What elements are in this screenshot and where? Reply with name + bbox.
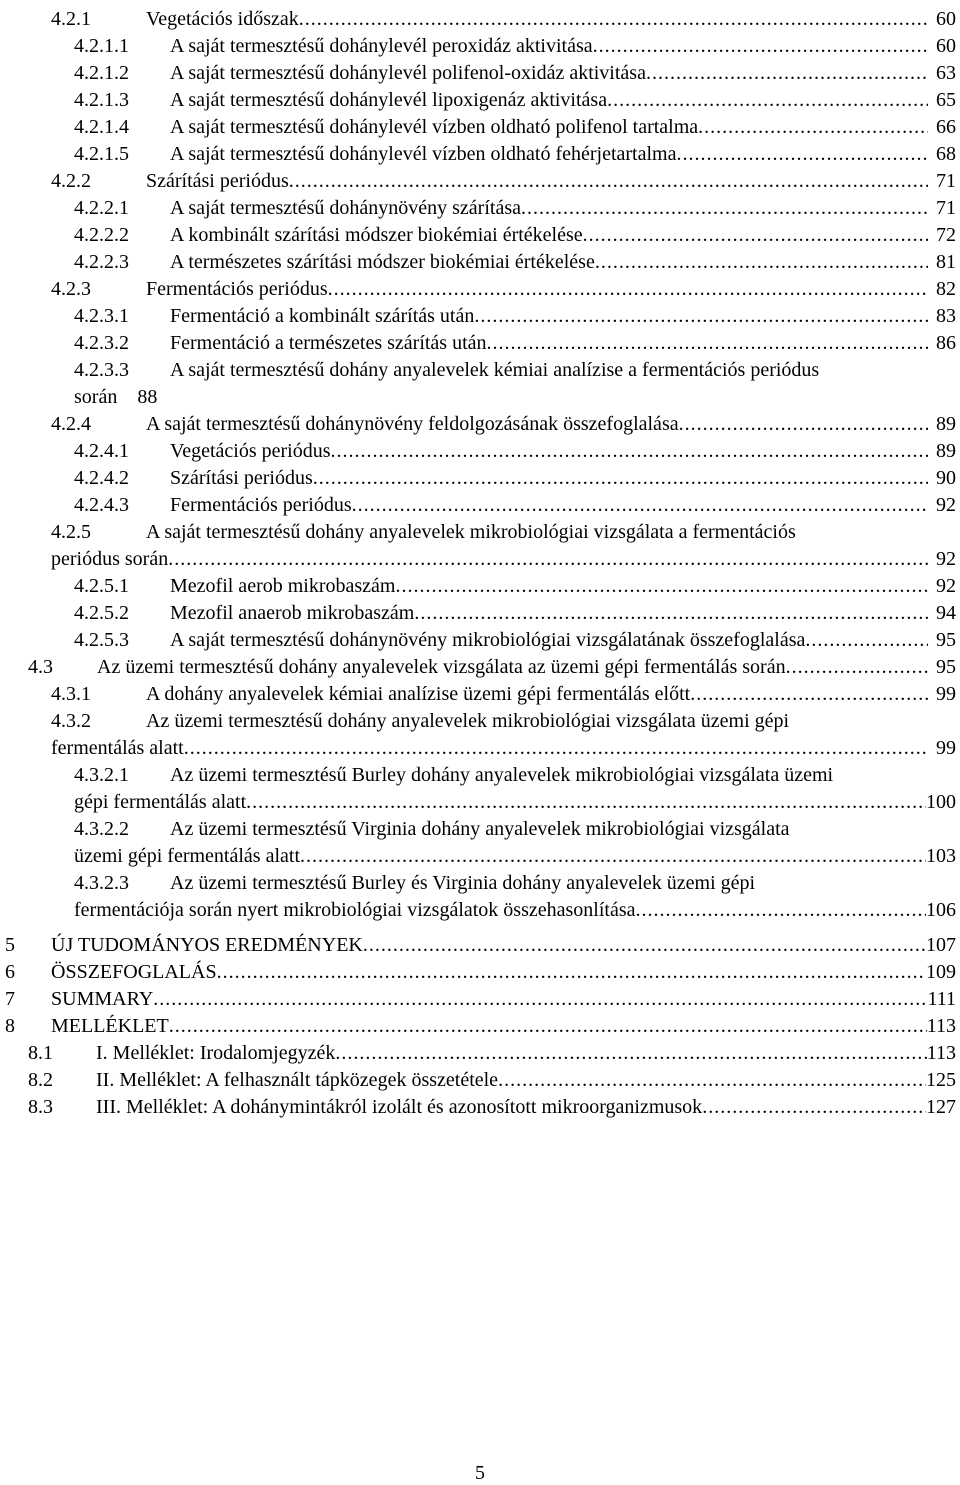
toc-entry[interactable] xyxy=(0,141,960,168)
toc-entry-title-continuation: fermentálás alatt xyxy=(51,737,184,759)
toc-entry-page: 60 xyxy=(936,35,956,57)
toc-entry[interactable] xyxy=(0,681,960,708)
toc-entry-title: A saját termesztésű dohánylevél lipoxigenáz aktivitása xyxy=(170,89,608,111)
toc-entry-continuation-line[interactable] xyxy=(0,384,960,411)
toc-entry[interactable] xyxy=(0,6,960,33)
toc-entry[interactable] xyxy=(0,465,960,492)
toc-entry-number: 4.2.3.2 xyxy=(74,332,129,354)
toc-dot-leader xyxy=(702,1094,926,1121)
toc-dot-leader xyxy=(474,303,928,330)
toc-entry-title: II. Melléklet: A felhasznált tápközegek összetétele xyxy=(96,1069,499,1091)
toc-entry[interactable] xyxy=(0,411,960,438)
toc-dot-leader xyxy=(521,195,928,222)
toc-entry-number: 4.2.3 xyxy=(51,278,91,300)
toc-entry-title-continuation: során xyxy=(74,386,118,408)
toc-entry-number: 4.3.1 xyxy=(51,683,91,705)
toc-entry-page: 92 xyxy=(936,548,956,570)
toc-entry-page: 94 xyxy=(936,602,956,624)
toc-entry-title: MELLÉKLET xyxy=(51,1015,169,1037)
toc-entry-title: A kombinált szárítási módszer biokémiai értékelése xyxy=(170,224,583,246)
toc-entry-number: 4.2.4.1 xyxy=(74,440,129,462)
toc-entry-page: 82 xyxy=(936,278,956,300)
toc-entry-number: 4.2.1.1 xyxy=(74,35,129,57)
toc-entry-page: 83 xyxy=(936,305,956,327)
toc-dot-leader xyxy=(217,959,926,986)
toc-entry-title: Az üzemi termesztésű Virginia dohány anyalevelek mikrobiológiai vizsgálata xyxy=(170,818,790,840)
toc-entry[interactable] xyxy=(0,1040,960,1067)
toc-dot-leader xyxy=(690,681,928,708)
toc-entry[interactable] xyxy=(0,87,960,114)
toc-entry-number: 4.2.5.2 xyxy=(74,602,129,624)
toc-entry-number: 7 xyxy=(5,988,15,1010)
toc-entry-page: 63 xyxy=(936,62,956,84)
toc-entry-page: 92 xyxy=(936,575,956,597)
toc-entry-title: ÖSSZEFOGLALÁS xyxy=(51,961,217,983)
toc-entry[interactable] xyxy=(0,816,960,843)
toc-entry-page: 71 xyxy=(936,170,956,192)
toc-entry-title-continuation: gépi fermentálás alatt xyxy=(74,791,247,813)
toc-entry[interactable] xyxy=(0,168,960,195)
toc-dot-leader xyxy=(487,330,928,357)
toc-dot-leader xyxy=(805,627,928,654)
toc-dot-leader xyxy=(153,986,927,1013)
toc-entry-number: 4.2.5.1 xyxy=(74,575,129,597)
toc-entry[interactable] xyxy=(0,932,960,959)
toc-entry-number: 4.2.1.5 xyxy=(74,143,129,165)
toc-dot-leader xyxy=(335,1040,926,1067)
toc-entry-continuation-line[interactable] xyxy=(0,546,960,573)
toc-entry-title: A saját termesztésű dohánynövény mikrobiológiai vizsgálatának összefoglalása xyxy=(170,629,806,651)
toc-dot-leader xyxy=(593,33,928,60)
toc-dot-leader xyxy=(698,114,928,141)
toc-entry-page: 106 xyxy=(926,899,956,921)
toc-entry[interactable] xyxy=(0,1094,960,1121)
toc-entry-title: Fermentációs periódus xyxy=(170,494,352,516)
toc-entry[interactable] xyxy=(0,1013,960,1040)
toc-dot-leader xyxy=(363,932,926,959)
toc-entry-title: Fermentáció a kombinált szárítás után xyxy=(170,305,475,327)
toc-entry[interactable] xyxy=(0,60,960,87)
toc-entry-title: ÚJ TUDOMÁNYOS EREDMÉNYEK xyxy=(51,934,363,956)
toc-entry[interactable] xyxy=(0,222,960,249)
toc-entry[interactable] xyxy=(0,573,960,600)
toc-entry-number: 4.2.5 xyxy=(51,521,91,543)
toc-dot-leader xyxy=(184,735,928,762)
toc-entry-title: Szárítási periódus xyxy=(146,170,289,192)
toc-entry-title-continuation: fermentációja során nyert mikrobiológiai vizsgálatok összehasonlítása xyxy=(74,899,636,921)
toc-dot-leader xyxy=(299,6,928,33)
toc-dot-leader xyxy=(395,573,928,600)
toc-entry-title: Vegetációs időszak xyxy=(146,8,299,30)
toc-entry[interactable] xyxy=(0,1067,960,1094)
toc-entry-title: Szárítási periódus xyxy=(170,467,313,489)
toc-entry[interactable] xyxy=(0,438,960,465)
toc-entry-title: A saját termesztésű dohánynövény szárítása xyxy=(170,197,521,219)
toc-entry-number: 6 xyxy=(5,961,15,983)
toc-entry[interactable] xyxy=(0,33,960,60)
toc-entry-page: 81 xyxy=(936,251,956,273)
toc-entry-number: 4.2.1.3 xyxy=(74,89,129,111)
toc-entry-number: 4.2.5.3 xyxy=(74,629,129,651)
toc-entry-title: Az üzemi termesztésű Burley és Virginia dohány anyalevelek üzemi gépi xyxy=(170,872,756,894)
toc-entry-number: 4.2.2 xyxy=(51,170,91,192)
toc-entry-title: Mezofil aerob mikrobaszám xyxy=(170,575,396,597)
toc-dot-leader xyxy=(168,546,928,573)
toc-entry[interactable] xyxy=(0,600,960,627)
toc-entry-number: 8 xyxy=(5,1015,15,1037)
toc-entry-number: 4.2.3.3 xyxy=(74,359,129,381)
toc-entry-page: 107 xyxy=(926,934,956,956)
toc-dot-leader xyxy=(328,276,928,303)
toc-entry-page: 99 xyxy=(936,737,956,759)
toc-entry-title: Mezofil anaerob mikrobaszám xyxy=(170,602,415,624)
toc-entry-page: 100 xyxy=(926,791,956,813)
toc-entry-number: 4.3.2 xyxy=(51,710,91,732)
toc-dot-leader xyxy=(646,60,928,87)
toc-entry-number: 4.3.2.2 xyxy=(74,818,129,840)
toc-dot-leader xyxy=(679,411,928,438)
toc-entry-number: 4.3.2.1 xyxy=(74,764,129,786)
toc-entry[interactable] xyxy=(0,708,960,735)
toc-entry-page: 89 xyxy=(936,440,956,462)
toc-entry[interactable] xyxy=(0,654,960,681)
toc-entry-page: 111 xyxy=(927,988,956,1010)
toc-dot-leader xyxy=(786,654,928,681)
toc-entry-title: III. Melléklet: A dohánymintákról izolált és azonosított mikroorganizmusok xyxy=(96,1096,703,1118)
toc-entry-page: 88 xyxy=(137,386,158,408)
toc-entry-number: 4.2.1 xyxy=(51,8,91,30)
toc-entry[interactable] xyxy=(0,870,960,897)
toc-entry[interactable] xyxy=(0,195,960,222)
toc-entry-title: A saját termesztésű dohánylevél vízben oldható fehérjetartalma xyxy=(170,143,677,165)
toc-dot-leader xyxy=(352,492,928,519)
toc-entry-page: 125 xyxy=(926,1069,956,1091)
toc-entry-title: A saját termesztésű dohány anyalevelek kémiai analízise a fermentációs periódus xyxy=(170,359,820,381)
toc-entry[interactable] xyxy=(0,492,960,519)
toc-entry-title: Vegetációs periódus xyxy=(170,440,331,462)
toc-entry-number: 4.2.4.2 xyxy=(74,467,129,489)
toc-entry-title: A saját termesztésű dohány anyalevelek mikrobiológiai vizsgálata a fermentációs xyxy=(146,521,796,543)
toc-entry-continuation-line[interactable] xyxy=(0,897,960,924)
toc-entry-number: 4.2.1.4 xyxy=(74,116,129,138)
toc-entry-continuation-line[interactable] xyxy=(0,789,960,816)
toc-entry-title: SUMMARY xyxy=(51,988,154,1010)
toc-entry-number: 4.3 xyxy=(28,656,53,678)
toc-entry-number: 4.2.2.2 xyxy=(74,224,129,246)
toc-entry-continuation-line[interactable] xyxy=(0,843,960,870)
toc-entry[interactable] xyxy=(0,519,960,546)
toc-entry-number: 8.2 xyxy=(28,1069,53,1091)
toc-entry-number: 4.3.2.3 xyxy=(74,872,129,894)
toc-entry-number: 8.3 xyxy=(28,1096,53,1118)
toc-dot-leader xyxy=(636,897,927,924)
toc-entry-title: Fermentáció a természetes szárítás után xyxy=(170,332,487,354)
toc-entry-number: 8.1 xyxy=(28,1042,53,1064)
toc-entry[interactable] xyxy=(0,276,960,303)
toc-entry-page: 65 xyxy=(936,89,956,111)
toc-entry-page: 72 xyxy=(936,224,956,246)
toc-entry[interactable] xyxy=(0,986,960,1013)
toc-dot-leader xyxy=(300,843,926,870)
toc-entry[interactable] xyxy=(0,114,960,141)
toc-entry-page: 92 xyxy=(936,494,956,516)
toc-dot-leader xyxy=(246,789,926,816)
toc-dot-leader xyxy=(498,1067,926,1094)
toc-entry-number: 4.2.2.1 xyxy=(74,197,129,219)
toc-entry-title: A saját termesztésű dohánynövény feldolgozásának összefoglalása xyxy=(146,413,679,435)
toc-entry-title: I. Melléklet: Irodalomjegyzék xyxy=(96,1042,336,1064)
toc-entry-number: 4.2.3.1 xyxy=(74,305,129,327)
toc-entry-number: 4.2.2.3 xyxy=(74,251,129,273)
toc-entry[interactable] xyxy=(0,627,960,654)
toc-entry[interactable] xyxy=(0,762,960,789)
toc-entry-title: Az üzemi termesztésű dohány anyalevelek vizsgálata az üzemi gépi fermentálás során xyxy=(97,656,786,678)
toc-entry-page: 90 xyxy=(936,467,956,489)
toc-entry-page: 71 xyxy=(936,197,956,219)
toc-entry-number: 4.2.4 xyxy=(51,413,91,435)
toc-entry-title: A saját termesztésű dohánylevél polifenol-oxidáz aktivitása xyxy=(170,62,646,84)
toc-dot-leader xyxy=(169,1013,927,1040)
toc-entry[interactable] xyxy=(0,330,960,357)
toc-dot-leader xyxy=(289,168,928,195)
toc-entry-title: A saját termesztésű dohánylevél peroxidáz aktivitása xyxy=(170,35,593,57)
toc-entry-number: 5 xyxy=(5,934,15,956)
toc-entry[interactable] xyxy=(0,959,960,986)
toc-entry-title: A dohány anyalevelek kémiai analízise üzemi gépi fermentálás előtt xyxy=(146,683,691,705)
toc-entry-title-continuation: üzemi gépi fermentálás alatt xyxy=(74,845,301,867)
toc-entry-title: A saját termesztésű dohánylevél vízben oldható polifenol tartalma xyxy=(170,116,699,138)
toc-entry-number: 4.2.1.2 xyxy=(74,62,129,84)
toc-entry-page: 95 xyxy=(936,629,956,651)
toc-entry-continuation-line[interactable] xyxy=(0,735,960,762)
toc-entry-page: 113 xyxy=(926,1042,956,1064)
toc-entry-page: 89 xyxy=(936,413,956,435)
toc-entry[interactable] xyxy=(0,249,960,276)
toc-entry-page: 113 xyxy=(926,1015,956,1037)
toc-dot-leader xyxy=(313,465,928,492)
toc-entry-page: 95 xyxy=(936,656,956,678)
toc-entry-page: 68 xyxy=(936,143,956,165)
page-number: 5 xyxy=(475,1462,485,1484)
toc-dot-leader xyxy=(595,249,928,276)
toc-dot-leader xyxy=(583,222,928,249)
toc-entry-title-continuation: periódus során xyxy=(51,548,169,570)
toc-entry-number: 4.2.4.3 xyxy=(74,494,129,516)
toc-entry-title: A természetes szárítási módszer biokémiai értékelése xyxy=(170,251,595,273)
toc-dot-leader xyxy=(607,87,928,114)
toc-entry-title: Az üzemi termesztésű Burley dohány anyalevelek mikrobiológiai vizsgálata üzemi xyxy=(170,764,834,786)
toc-entry-page: 86 xyxy=(936,332,956,354)
toc-entry[interactable] xyxy=(0,303,960,330)
toc-entry-page: 66 xyxy=(936,116,956,138)
toc-entry-page: 103 xyxy=(926,845,956,867)
toc-dot-leader xyxy=(331,438,928,465)
toc-entry-title: Az üzemi termesztésű dohány anyalevelek mikrobiológiai vizsgálata üzemi gépi xyxy=(146,710,790,732)
toc-entry-title: Fermentációs periódus xyxy=(146,278,328,300)
toc-entry[interactable] xyxy=(0,357,960,384)
toc-entry-page: 60 xyxy=(936,8,956,30)
toc-dot-leader xyxy=(414,600,928,627)
toc-entry-page: 127 xyxy=(926,1096,956,1118)
toc-entry-page: 99 xyxy=(936,683,956,705)
toc-dot-leader xyxy=(676,141,928,168)
toc-entry-page: 109 xyxy=(926,961,956,983)
